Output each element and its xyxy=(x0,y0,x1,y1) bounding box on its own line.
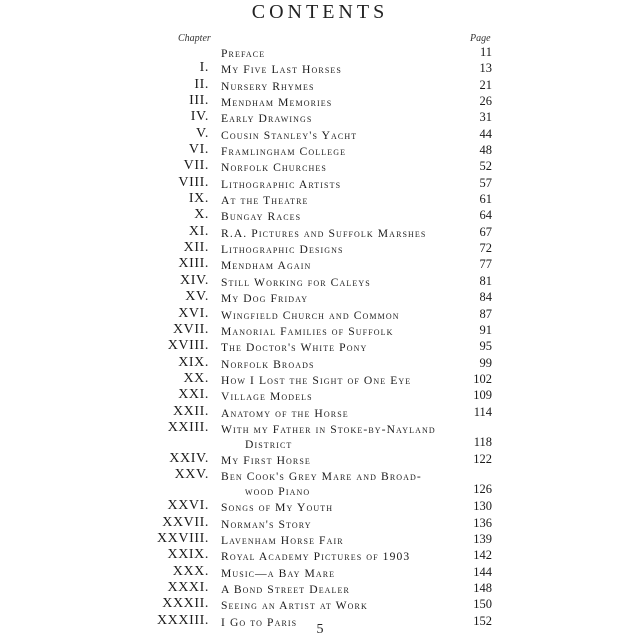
page-number: 11 xyxy=(479,45,492,59)
chapter-number: XXVII. xyxy=(162,514,209,530)
chapter-title xyxy=(221,209,461,224)
chapter-title-line: Songs of My Youth xyxy=(221,501,334,515)
chapter-title-line: Bungay Races xyxy=(221,210,302,224)
chapter-title xyxy=(221,226,461,241)
chapter-number: VII. xyxy=(183,158,209,174)
chapter-title xyxy=(221,144,461,159)
chapter-number: XIV. xyxy=(180,272,209,288)
toc-entry xyxy=(0,77,640,93)
chapter-number: XXX. xyxy=(172,563,209,579)
chapter-number: XX. xyxy=(183,370,209,386)
page-title: CONTENTS xyxy=(251,1,389,23)
chapter-title xyxy=(221,517,461,532)
chapter-title-line: I Go to Paris xyxy=(221,615,298,629)
chapter-number: XXXIII. xyxy=(156,612,209,628)
chapter-title xyxy=(221,160,461,175)
chapter-title xyxy=(221,128,461,143)
chapter-number: XII. xyxy=(183,240,209,256)
page-column-header: Page xyxy=(470,33,491,44)
chapter-title-line: Nursery Rhymes xyxy=(221,79,315,93)
chapter-title xyxy=(221,453,461,468)
chapter-title-line: Royal Academy Pictures of 1903 xyxy=(221,550,411,564)
toc-entry xyxy=(0,60,640,76)
page-number: 84 xyxy=(479,290,492,305)
chapter-title-line: Lavenham Horse Fair xyxy=(221,533,344,547)
chapter-title-line: Ben Cook's Grey Mare and Broad- xyxy=(221,470,422,484)
page-number: 150 xyxy=(473,597,492,612)
chapter-title xyxy=(221,111,461,126)
toc-entry xyxy=(0,207,640,223)
toc-entry xyxy=(0,467,640,498)
toc-entry xyxy=(0,273,640,289)
page-number: 67 xyxy=(479,224,492,239)
toc-entry xyxy=(0,498,640,514)
page-number: 91 xyxy=(479,322,492,337)
toc-entry xyxy=(0,420,640,451)
chapter-number: XXIV. xyxy=(169,450,209,466)
chapter-title xyxy=(221,357,461,372)
chapter-number: XV. xyxy=(185,289,209,305)
chapter-title-line: At the Theatre xyxy=(221,194,309,208)
chapter-title-line: Cousin Stanley's Yacht xyxy=(221,128,358,142)
chapter-title xyxy=(221,258,461,273)
chapter-title xyxy=(221,242,461,257)
chapter-title-line: My Dog Friday xyxy=(221,292,309,306)
page-number: 52 xyxy=(479,159,492,174)
toc-entry xyxy=(0,355,640,371)
chapter-title-line: Village Models xyxy=(221,390,313,404)
chapter-number: XIII. xyxy=(178,256,209,272)
toc-entry xyxy=(0,44,640,60)
page-number: 118 xyxy=(473,434,492,449)
chapter-number: II. xyxy=(194,76,209,92)
page-number: 130 xyxy=(473,499,492,514)
chapter-number: VIII. xyxy=(178,174,209,190)
chapter-title xyxy=(221,46,461,61)
chapter-number: XVI. xyxy=(178,305,209,321)
toc-entry xyxy=(0,142,640,158)
chapter-number: XVIII. xyxy=(167,338,209,354)
toc-entry xyxy=(0,306,640,322)
chapter-title-line: Norman's Story xyxy=(221,517,312,531)
page-number: 139 xyxy=(473,531,492,546)
page-number: 126 xyxy=(473,482,492,497)
chapter-title xyxy=(221,275,461,290)
chapter-number: I. xyxy=(199,60,209,76)
chapter-title-line: The Doctor's White Pony xyxy=(221,341,368,355)
toc-entry xyxy=(0,191,640,207)
chapter-title xyxy=(221,95,461,110)
toc-entry xyxy=(0,240,640,256)
page-number: 44 xyxy=(479,126,492,141)
chapter-number: XXV. xyxy=(174,467,209,483)
chapter-title xyxy=(221,62,461,77)
chapter-title-continuation: wood Piano xyxy=(245,485,311,499)
page-number: 26 xyxy=(479,94,492,109)
chapter-title xyxy=(221,406,461,421)
page-number: 99 xyxy=(479,355,492,370)
page-number: 148 xyxy=(473,580,492,595)
page-number: 21 xyxy=(479,77,492,92)
page-number: 57 xyxy=(479,175,492,190)
page-number: 136 xyxy=(473,515,492,530)
chapter-title xyxy=(221,177,461,192)
chapter-title-line: Wingfield Church and Common xyxy=(221,308,400,322)
toc-entry xyxy=(0,338,640,354)
toc-entry xyxy=(0,387,640,403)
chapter-title-line: My First Horse xyxy=(221,453,311,467)
chapter-title xyxy=(221,422,461,452)
chapter-title-line: My Five Last Horses xyxy=(221,63,342,77)
chapter-title-line: Music—a Bay Mare xyxy=(221,566,336,580)
footer-page-number: 5 xyxy=(316,622,324,637)
page-number: 13 xyxy=(479,61,492,76)
page-number: 64 xyxy=(479,208,492,223)
chapter-title-line: Lithographic Designs xyxy=(221,243,344,257)
chapter-title-line: How I Lost the Sight of One Eye xyxy=(221,373,412,387)
chapter-title xyxy=(221,308,461,323)
chapter-number: VI. xyxy=(188,142,209,158)
chapter-title-line: Anatomy of the Horse xyxy=(221,406,349,420)
table-of-contents xyxy=(0,44,640,629)
chapter-number: IX. xyxy=(188,191,209,207)
toc-entry xyxy=(0,404,640,420)
page-number: 109 xyxy=(473,388,492,403)
toc-entry xyxy=(0,93,640,109)
page-number: 61 xyxy=(479,192,492,207)
page-number: 142 xyxy=(473,548,492,563)
page-number: 144 xyxy=(473,564,492,579)
chapter-number: XXXII. xyxy=(162,596,209,612)
page-number: 72 xyxy=(479,241,492,256)
chapter-number: XXIX. xyxy=(167,547,209,563)
chapter-title xyxy=(221,340,461,355)
toc-entry xyxy=(0,451,640,467)
chapter-title-line: Seeing an Artist at Work xyxy=(221,599,368,613)
chapter-title xyxy=(221,389,461,404)
chapter-number: X. xyxy=(194,207,209,223)
chapter-title-continuation: District xyxy=(245,437,293,451)
chapter-title xyxy=(221,373,461,388)
chapter-number: XXII. xyxy=(172,403,209,419)
page-number: 87 xyxy=(479,306,492,321)
page-number: 122 xyxy=(473,451,492,466)
toc-entry xyxy=(0,580,640,596)
toc-entry xyxy=(0,515,640,531)
chapter-column-header: Chapter xyxy=(178,33,211,44)
chapter-number: XVII. xyxy=(172,321,209,337)
toc-entry xyxy=(0,596,640,612)
chapter-title-line: Norfolk Broads xyxy=(221,357,315,371)
chapter-title xyxy=(221,469,461,499)
chapter-title xyxy=(221,598,461,613)
chapter-number: III. xyxy=(189,93,209,109)
toc-entry xyxy=(0,126,640,142)
toc-entry xyxy=(0,564,640,580)
chapter-title-line: Norfolk Churches xyxy=(221,161,327,175)
toc-entry xyxy=(0,224,640,240)
chapter-title xyxy=(221,582,461,597)
chapter-title xyxy=(221,533,461,548)
chapter-title-line: With my Father in Stoke-by-Nayland xyxy=(221,422,436,436)
chapter-number: XXVIII. xyxy=(156,530,209,546)
toc-entry xyxy=(0,547,640,563)
chapter-title xyxy=(221,79,461,94)
chapter-title-line: Lithographic Artists xyxy=(221,177,342,191)
chapter-title-line: Preface xyxy=(221,47,266,60)
toc-entry xyxy=(0,322,640,338)
toc-entry xyxy=(0,158,640,174)
page-number: 114 xyxy=(473,404,492,419)
page-number: 152 xyxy=(473,613,492,628)
chapter-title xyxy=(221,549,461,564)
chapter-number: XI. xyxy=(188,223,209,239)
chapter-number: XXIII. xyxy=(167,419,209,435)
chapter-number: V. xyxy=(195,125,209,141)
toc-entry xyxy=(0,289,640,305)
toc-entry xyxy=(0,371,640,387)
chapter-title xyxy=(221,566,461,581)
chapter-number: XXXI. xyxy=(167,579,209,595)
chapter-title-line: R.A. Pictures and Suffolk Marshes xyxy=(221,226,427,240)
chapter-title-line: Framlingham College xyxy=(221,145,347,159)
chapter-title-line: Early Drawings xyxy=(221,112,313,126)
chapter-title-line: A Bond Street Dealer xyxy=(221,582,350,596)
chapter-title xyxy=(221,193,461,208)
toc-entry xyxy=(0,109,640,125)
chapter-number: XXVI. xyxy=(167,498,209,514)
page-number: 95 xyxy=(479,339,492,354)
page-number: 102 xyxy=(473,371,492,386)
toc-entry xyxy=(0,256,640,272)
chapter-number: IV. xyxy=(190,109,209,125)
chapter-title xyxy=(221,324,461,339)
chapter-title xyxy=(221,291,461,306)
chapter-title-line: Still Working for Caleys xyxy=(221,275,371,289)
page-number: 81 xyxy=(479,273,492,288)
chapter-title-line: Manorial Families of Suffolk xyxy=(221,324,394,338)
chapter-title-line: Mendham Again xyxy=(221,259,312,273)
chapter-number: XIX. xyxy=(178,354,209,370)
page-number: 31 xyxy=(479,110,492,125)
chapter-number: XXI. xyxy=(178,387,209,403)
toc-entry xyxy=(0,175,640,191)
page-number: 48 xyxy=(479,143,492,158)
chapter-title-line: Mendham Memories xyxy=(221,96,333,110)
toc-entry xyxy=(0,531,640,547)
page-number: 77 xyxy=(479,257,492,272)
chapter-title xyxy=(221,500,461,515)
